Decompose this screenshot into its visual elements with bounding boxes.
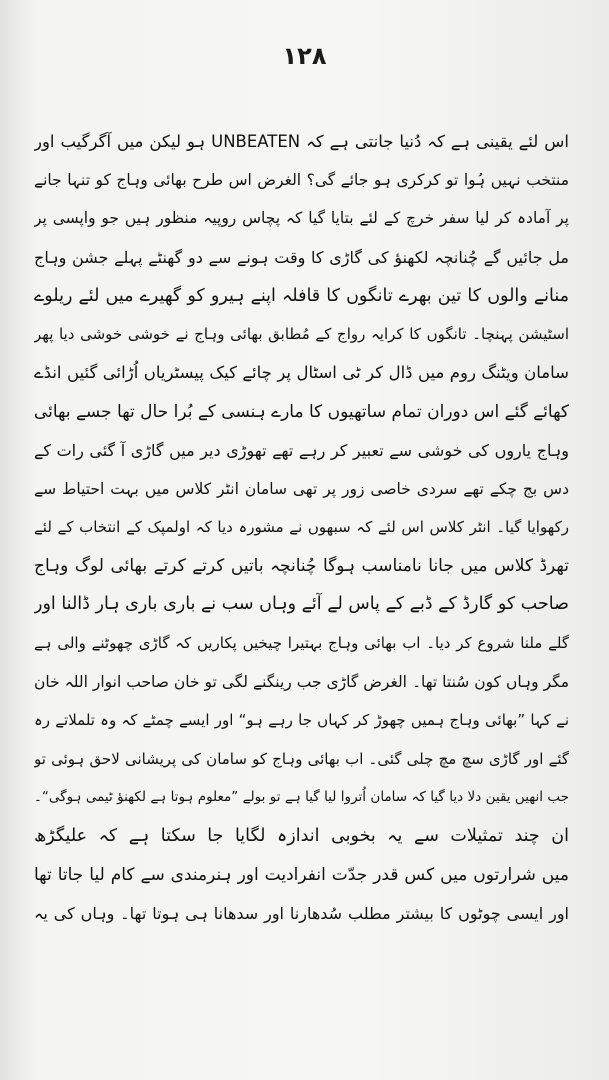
page-number: ۱۲۸ xyxy=(282,42,327,70)
body-text xyxy=(34,122,569,932)
text-line: منانے والوں کا تین بھرے تانگوں کا قافلہ اپنے ہیرو کو گھیرے میں لئے ریلوے xyxy=(34,285,569,306)
text-line: مل جائیں گے چُنانچہ لکھنؤ کی گاڑی کا وقت ہونے سے دو گھنٹے پہلے جشن وہاج xyxy=(34,247,569,267)
text-line: ان چند تمثیلات سے یہ بخوبی اندازہ لگایا جا سکتا ہے کہ علیگڑھ xyxy=(34,825,569,846)
text-line: نے کہا ”بھائی وہاج ہمیں چھوڑ کر کہاں جا رہے ہو“ اور ایسے چمٹے کہ وہ تلملاتے رہ xyxy=(34,711,569,730)
text-line: تھرڈ کلاس میں جانا نامناسب ہوگا چُنانچہ باتیں کرتے کرتے بھائی لوگ وہاج xyxy=(34,556,569,577)
text-line: صاحب کو گارڈ کے ڈبے کے پاس لے آئے وہاں سب نے باری باری ہار ڈالنا اور xyxy=(34,594,569,615)
text-line: مگر وہاں کون سُنتا تھا۔ الغرض گاڑی جب رینگنے لگی تو خان صاحب انوار اللہ خان xyxy=(34,672,569,691)
text-line: رکھوایا گیا۔ انٹر کلاس اس لئے کہ سبھوں نے مشورہ دیا کہ اولمپک کے انتخاب کے لئے xyxy=(34,518,569,537)
text-line: سامان ویٹنگ روم میں ڈال کر ٹی اسٹال پر چائے کیک پیسٹریاں اُڑائی گئیں انڈے xyxy=(34,363,569,383)
text-line: گئے اور گاڑی سچ مچ چلی گئی۔ اب بھائی وہاج کو سامان کی پریشانی لاحق ہوئی تو xyxy=(34,749,569,768)
text-line: پر آمادہ کر لیا سفر خرچ کے لئے بتایا گیا کہ پچاس روپیہ منظور ہیں جو واپسی پر xyxy=(34,209,569,228)
text-line: اور ایسی چوٹوں کا بیشتر مطلب سُدھارنا اور سدھانا ہی ہوتا تھا۔ وہاں کی یہ xyxy=(34,903,569,923)
text-line: کھائے گئے اس دوران تمام ساتھیوں کا مارے ہنسی کے بُرا حال تھا جسے بھائی xyxy=(34,401,569,422)
text-line: اس لئے یقینی ہے کہ دُنیا جانتی ہے کہ UNBEATEN ہو لیکن میں آگرگیب اور xyxy=(34,131,569,151)
text-line: دس بج چکے تھے سردی خاصی زور پر تھی سامان انٹر کلاس میں بہت احتیاط سے xyxy=(34,479,569,498)
text-line: وہاج یاروں کی خوشی سے تعبیر کر رہے تھے تھوڑی دیر میں گاڑی آ گئی رات کے xyxy=(34,440,569,460)
text-line: جب انھیں یقین دلا دیا گیا کہ سامان اُتروا لیا گیا ہے تو بولے ”معلوم ہوتا ہے لکھنؤ ٹیمی ہوگی“۔ xyxy=(34,789,569,806)
text-line: اسٹیشن پہنچا۔ تانگوں کا کرایہ رواج کے مُطابق بھائی وہاج نے خوشی خوشی دیا پھر xyxy=(34,325,569,344)
text-line: میں شرارتوں میں کس قدر جدّت انفرادیت اور ہنرمندی سے کام لیا جاتا تھا xyxy=(34,865,569,886)
text-line: منتخب نہیں ہُوا تو کرکری ہو جائے گی؟ الغرض اس طرح بھائی وہاج کو تنہا جانے xyxy=(34,170,569,189)
text-line: گلے ملنا شروع کر دیا۔ اب بھائی وہاج بہتیرا چیخیں پکاریں کہ گاڑی چھوٹنے والی ہے xyxy=(34,634,569,653)
